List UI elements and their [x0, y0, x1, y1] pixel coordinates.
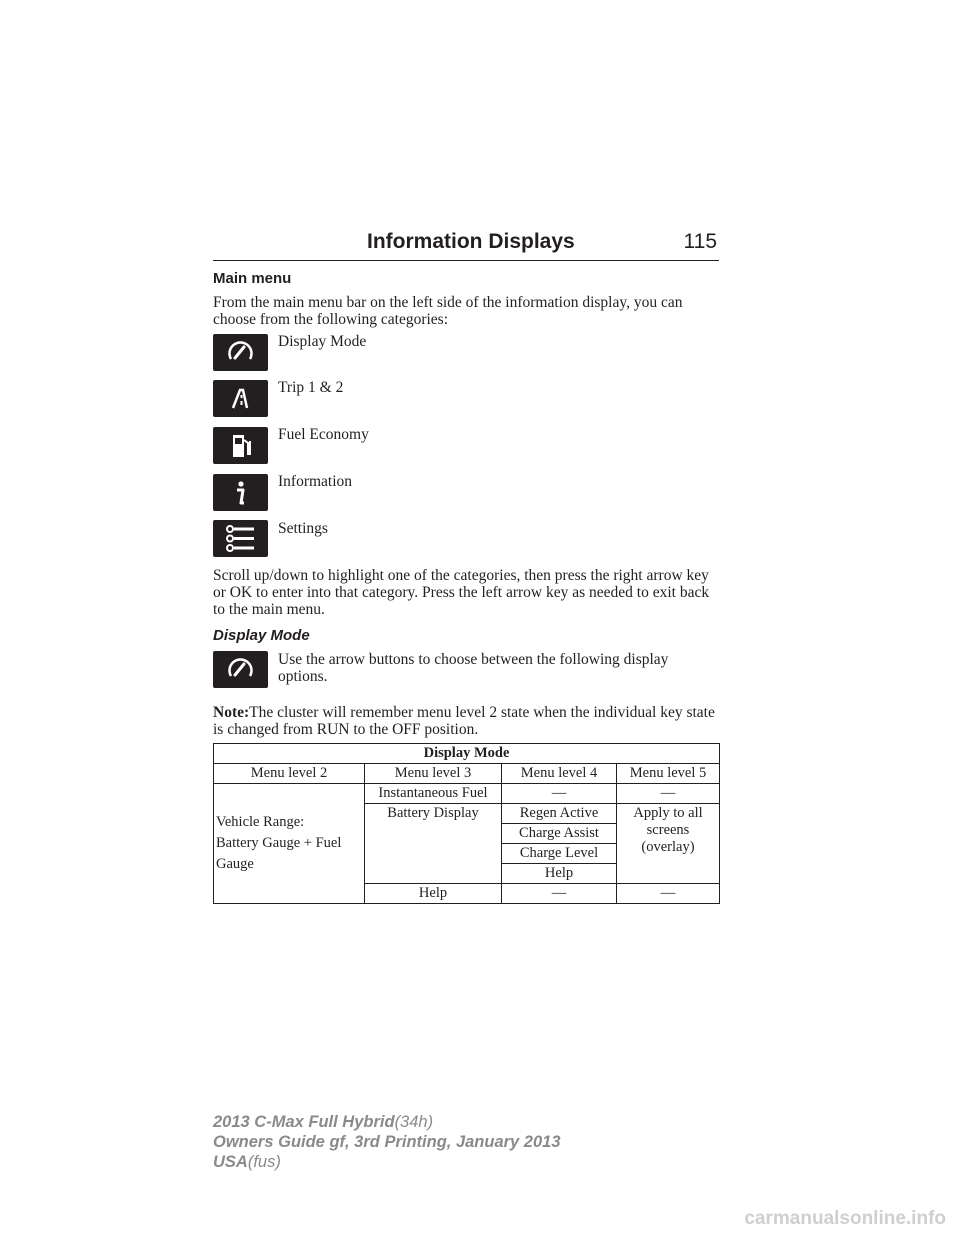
section-title: Information Displays [367, 230, 575, 253]
page-footer [213, 1112, 561, 1172]
footer-market: USA [213, 1153, 248, 1171]
menu-item-information: Information [278, 473, 353, 490]
column-header: Menu level 3 [365, 764, 502, 784]
info-icon [213, 474, 268, 511]
table-cell: Charge Assist [502, 824, 617, 844]
level5-line: screens [646, 822, 690, 838]
table-cell: Battery Display [365, 804, 502, 884]
table-cell: — [617, 784, 720, 804]
main-menu-intro: From the main menu bar on the left side of the information display, you can choose from the following categories: [213, 294, 683, 328]
level5-cell [617, 804, 720, 884]
table-cell: Charge Level [502, 844, 617, 864]
table-row [214, 784, 720, 804]
watermark: carmanualsonline.info [744, 1208, 946, 1229]
note-label: Note: [213, 704, 250, 721]
footer-market-code: (fus) [247, 1153, 281, 1171]
gauge-icon [213, 334, 268, 371]
menu-item-display-mode: Display Mode [278, 333, 367, 350]
column-header: Menu level 5 [617, 764, 720, 784]
table-cell: Regen Active [502, 804, 617, 824]
display-mode-description: Use the arrow buttons to choose between the following display options. [278, 651, 669, 685]
level5-line: Apply to all [633, 805, 703, 821]
gauge-icon [213, 651, 268, 688]
menu-item-fuel-economy: Fuel Economy [278, 426, 369, 443]
table-cell: — [617, 884, 720, 904]
level2-line: Battery Gauge + Fuel Gauge [216, 835, 342, 872]
table-title: Display Mode [214, 744, 720, 764]
table-cell: — [502, 784, 617, 804]
level5-line: (overlay) [641, 839, 695, 855]
menu-item-trip: Trip 1 & 2 [278, 379, 344, 396]
page-number: 115 [683, 230, 717, 253]
page-header [213, 228, 719, 261]
footer-printing: Owners Guide gf, 3rd Printing, January 2013 [213, 1133, 561, 1151]
table-cell: Help [502, 864, 617, 884]
display-mode-table [213, 743, 720, 904]
table-cell: Help [365, 884, 502, 904]
table-cell: — [502, 884, 617, 904]
table-cell: Instantaneous Fuel [365, 784, 502, 804]
footer-model-code: (34h) [394, 1113, 434, 1131]
note-paragraph [213, 704, 721, 738]
fuel-pump-icon [213, 427, 268, 464]
footer-model: 2013 C-Max Full Hybrid [213, 1113, 395, 1131]
column-header: Menu level 2 [214, 764, 365, 784]
level2-cell [214, 784, 365, 904]
level2-line: Vehicle Range: [216, 814, 305, 830]
menu-item-settings: Settings [278, 520, 328, 537]
main-menu-heading: Main menu [213, 270, 292, 287]
scroll-instructions: Scroll up/down to highlight one of the categories, then press the right arrow key or OK to enter into that category. Press the left arrow key as needed to exit back to the main menu. [213, 567, 710, 618]
road-icon [213, 380, 268, 417]
settings-list-icon [213, 520, 268, 557]
table-header-row [214, 764, 720, 784]
column-header: Menu level 4 [502, 764, 617, 784]
note-text: The cluster will remember menu level 2 state when the individual key state is changed from RUN to the OFF position. [213, 704, 715, 738]
display-mode-heading: Display Mode [213, 627, 310, 644]
